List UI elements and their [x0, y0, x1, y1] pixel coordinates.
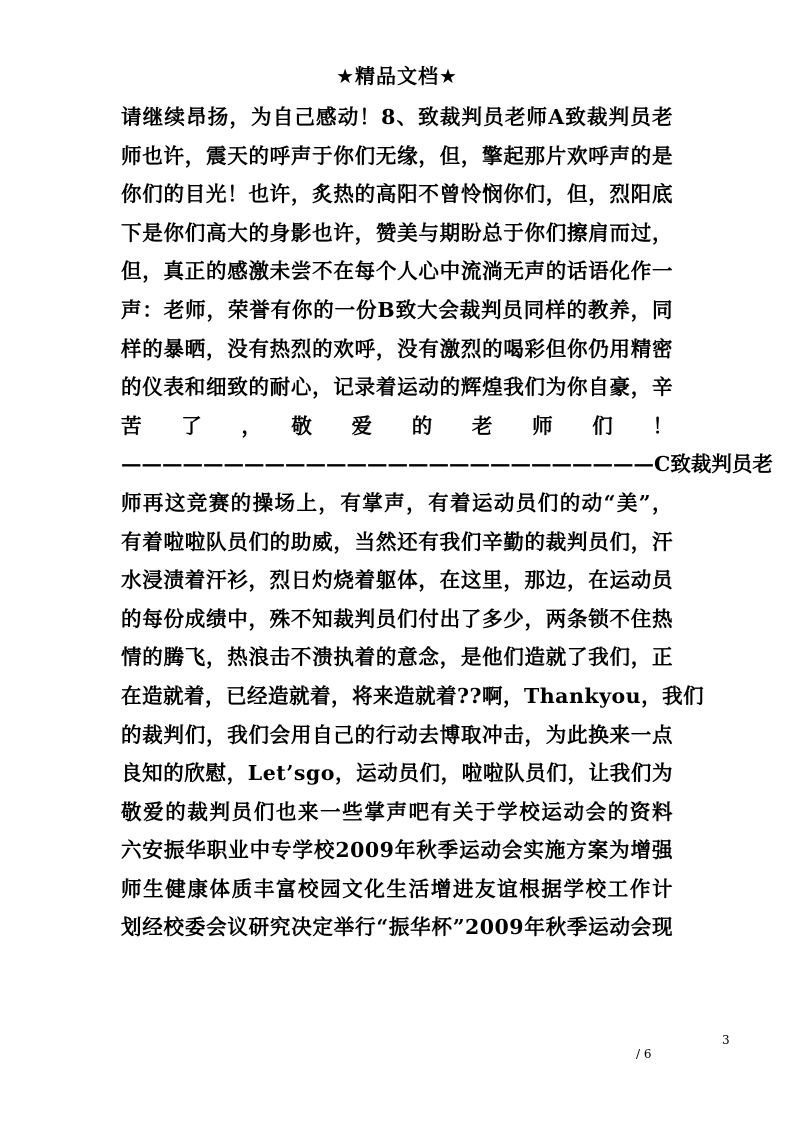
- page-total: / 6: [636, 1047, 652, 1061]
- text-line: 但，真正的感激未尝不在每个人心中流淌无声的话语化作一: [121, 259, 673, 284]
- document-header-title: ★精品文档★: [336, 64, 458, 88]
- text-line: 声：老师，荣誉有你的一份B致大会裁判员同样的教养，同: [121, 297, 673, 322]
- text-line: 情的腾飞，热浪击不溃执着的意念，是他们造就了我们，正: [121, 645, 673, 670]
- text-line: 师再这竞赛的操场上，有掌声，有着运动员们的动“美”，: [121, 490, 673, 515]
- text-line: 在造就着，已经造就着，将来造就着??啊，Thankyou，我们: [121, 683, 705, 708]
- text-line: 有着啦啦队员们的助威，当然还有我们辛勤的裁判员们，汗: [121, 529, 673, 554]
- text-line: 的裁判们，我们会用自己的行动去博取冲击，为此换来一点: [121, 722, 673, 747]
- text-line: 下是你们高大的身影也许，赞美与期盼总于你们擦肩而过，: [121, 220, 673, 245]
- text-line: 苦 了 ， 敬 爱 的 老 师 们 ！: [121, 413, 673, 438]
- text-line: 六安振华职业中专学校2009年秋季运动会实施方案为增强: [121, 838, 673, 863]
- text-line: 的每份成绩中，殊不知裁判员们付出了多少，两条锁不住热: [121, 606, 673, 631]
- text-line: 水浸渍着汗衫，烈日灼烧着躯体，在这里，那边，在运动员: [121, 568, 673, 593]
- text-line: 请继续昂扬，为自己感动！8、致裁判员老师A致裁判员老: [121, 105, 673, 129]
- text-line: ——————————————————————————C致裁判员老: [121, 452, 773, 477]
- text-line: 师也许，震天的呼声于你们无缘，但，擎起那片欢呼声的是: [121, 143, 673, 168]
- text-line: 师生健康体质丰富校园文化生活增进友谊根据学校工作计: [121, 876, 673, 901]
- text-line: 的仪表和细致的耐心，记录着运动的辉煌我们为你自豪，辛: [121, 375, 673, 400]
- text-line: 敬爱的裁判员们也来一些掌声吧有关于学校运动会的资料: [121, 799, 673, 824]
- document-body: [121, 98, 773, 947]
- text-line: 划经校委会议研究决定举行“振华杯”2009年秋季运动会现: [121, 915, 673, 940]
- text-line: 良知的欣慰，Let’sgo，运动员们，啦啦队员们，让我们为: [121, 761, 673, 786]
- text-line: 样的暴晒，没有热烈的欢呼，没有激烈的喝彩但你仍用精密: [121, 336, 673, 361]
- page-number: 3: [722, 1033, 730, 1047]
- text-line: 你们的目光！也许，炙热的高阳不曾怜悯你们，但，烈阳底: [121, 182, 673, 207]
